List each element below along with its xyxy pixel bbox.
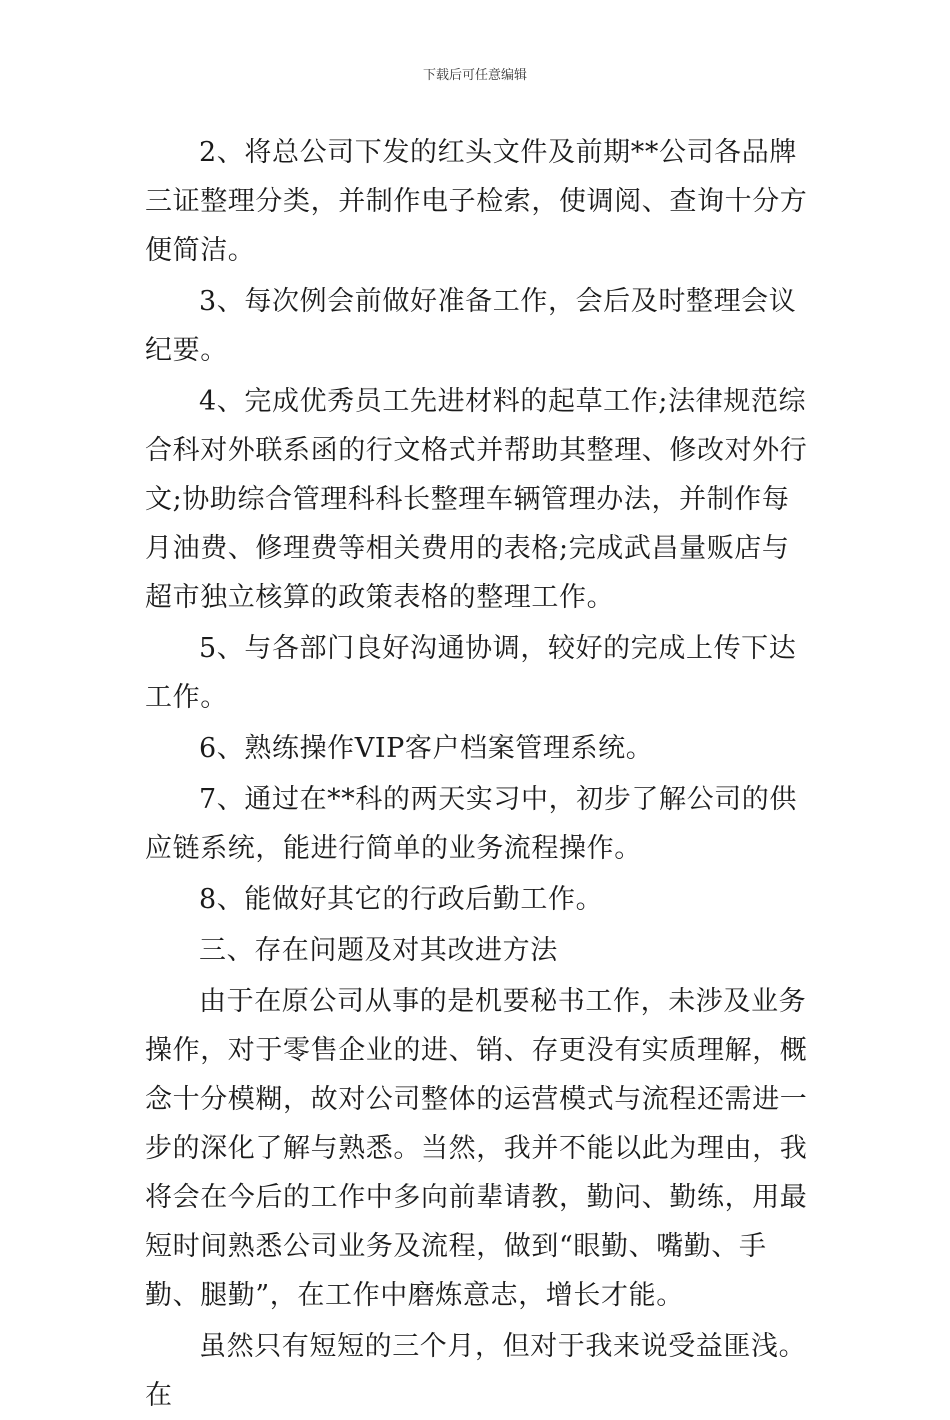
paragraph-problems-body: 由于在原公司从事的是机要秘书工作，未涉及业务操作，对于零售企业的进、销、存更没有实质理解，概念十分模糊，故对公司整体的运营模式与流程还需进一步的深化了解与熟悉。当然，我并不能以此为理由，我将会在今后的工作中多向前辈请教，勤问、勤练，用最短时间熟悉公司业务及流程，做到“眼勤、嘴勤、手勤、腿勤”，在工作中磨炼意志，增长才能。 (145, 986, 808, 1311)
section-heading-problems: 三、存在问题及对其改进方法 (199, 935, 558, 966)
paragraph-closing: 虽然只有短短的三个月，但对于我来说受益匪浅。在 (145, 1331, 807, 1411)
paragraph-item-2: 2、将总公司下发的红头文件及前期**公司各品牌三证整理分类，并制作电子检索，使调阅、查询十分方便简洁。 (145, 137, 808, 266)
paragraph-item-3: 3、每次例会前做好准备工作，会后及时整理会议纪要。 (145, 286, 797, 366)
paragraph-item-7: 7、通过在**科的两天实习中，初步了解公司的供应链系统，能进行简单的业务流程操作。 (145, 784, 797, 864)
paragraph-item-6: 6、熟练操作VIP客户档案管理系统。 (199, 733, 654, 764)
document-body (145, 128, 810, 1420)
page-header: 下载后可任意编辑 (422, 68, 527, 83)
paragraph-item-5: 5、与各部门良好沟通协调，较好的完成上传下达工作。 (145, 633, 797, 713)
paragraph-item-4: 4、完成优秀员工先进材料的起草工作;法律规范综合科对外联系函的行文格式并帮助其整理、修改对外行文;协助综合管理科科长整理车辆管理办法，并制作每月油费、修理费等相关费用的表格;完成武昌量贩店与超市独立核算的政策表格的整理工作。 (145, 386, 808, 613)
paragraph-item-8: 8、能做好其它的行政后勤工作。 (199, 884, 604, 915)
